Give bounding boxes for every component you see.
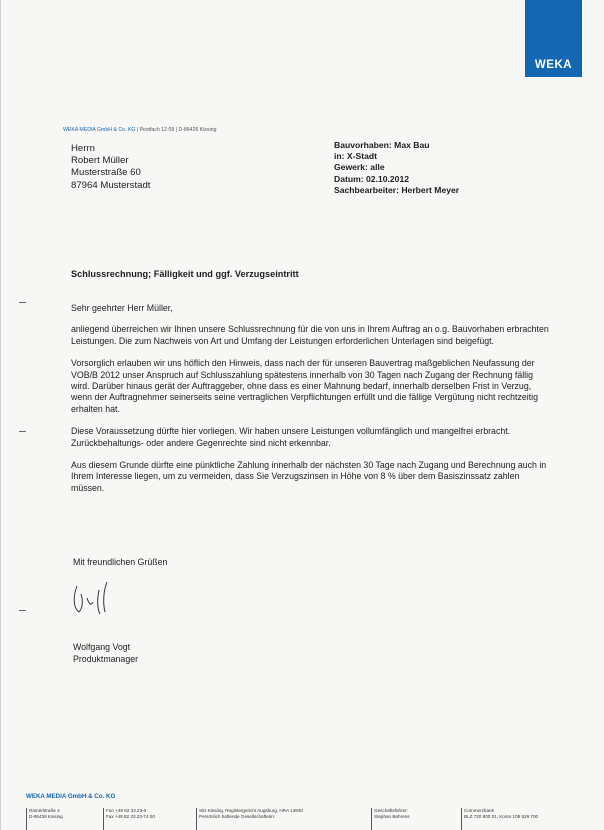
footer-line: Stephan Behrens bbox=[374, 814, 410, 820]
sender-address: | Postfach 12 09 | D-86426 Kissing bbox=[136, 127, 217, 133]
subject-line: Schlussrechnung; Fälligkeit und ggf. Verzugseintritt bbox=[71, 269, 299, 279]
footer-line: D-86438 Kissing bbox=[29, 814, 63, 820]
project-date: Datum: 02.10.2012 bbox=[334, 173, 409, 184]
footer-line: Römerstraße 4 bbox=[29, 808, 60, 813]
fold-mark bbox=[19, 610, 26, 611]
signature-image bbox=[67, 578, 137, 618]
footer-contact bbox=[103, 808, 155, 830]
letter-body bbox=[71, 303, 551, 505]
footer-line: Geschäftsführer: bbox=[374, 808, 408, 813]
weka-logo bbox=[525, 0, 582, 77]
recipient-address bbox=[71, 143, 150, 192]
project-info bbox=[334, 140, 459, 196]
footer-company: WEKA MEDIA GmbH & Co. KG bbox=[26, 793, 116, 800]
signer-block bbox=[73, 642, 138, 665]
project-location: in: X-Stadt bbox=[334, 151, 377, 162]
recipient-street: Musterstraße 60 bbox=[71, 167, 141, 179]
hole-mark bbox=[19, 431, 26, 432]
recipient-city: 87964 Musterstadt bbox=[71, 179, 151, 191]
signer-title: Produktmanager bbox=[73, 653, 139, 664]
logo-text: WEKA bbox=[534, 59, 573, 71]
signer-name: Wolfgang Vogt bbox=[73, 642, 131, 652]
paragraph: anliegend überreichen wir Ihnen unsere Schlussrechnung für die von uns in Ihrem Auftrag an o.g. Bauvorhaben erbrachten Leistungen. Die zum Nachweis von Art und Umfang der Leistungen erforderlichen Unterlagen sind beigefügt. bbox=[71, 324, 549, 346]
paragraph: Vorsorglich erlauben wir uns höflich den Hinweis, dass nach der für unseren Bauvertrag maßgeblichen Neufassung der VOB/B 2012 unser Anspruch auf Schlusszahlung spätestens innerhalb von 30 Tagen nach Zugang der Rechnung fällig wird. Darüber hinaus gerät der Auftraggeber, ohne dass es einer Mahnung bedarf, innerhalb derselben Frist in Verzug, wenn der Auftragnehmer seinerseits seine vertraglichen Verpflichtungen erfüllt und die fällige Vergütung nicht rechtzeitig erhalten hat. bbox=[71, 358, 539, 414]
project-trade: Gewerk: alle bbox=[334, 162, 385, 173]
paragraph: Diese Voraussetzung dürfte hier vorliegen. Wir haben unsere Leistungen vollumfänglich und mangelfrei erbracht. Zurückbehaltungs- oder andere Gegenrechte sind nicht erkennbar. bbox=[71, 426, 511, 448]
recipient-salutation: Herrn bbox=[71, 143, 95, 154]
fold-mark bbox=[19, 302, 26, 303]
footer-line: Commerzbank bbox=[464, 808, 494, 813]
footer-line: Fon +49 82 33.23-0 bbox=[106, 808, 147, 813]
project-clerk: Sachbearbeiter: Herbert Meyer bbox=[334, 184, 460, 195]
footer-line: Fax +49 82 33.23-74 00 bbox=[106, 814, 155, 820]
footer-bank bbox=[461, 808, 538, 830]
footer-management bbox=[371, 808, 410, 830]
sender-company: WEKA MEDIA GmbH & Co. KG bbox=[63, 127, 136, 133]
footer-address bbox=[26, 808, 63, 830]
footer-line: Sitz Kissing, Registergericht Augsburg, HRA 13940 bbox=[199, 808, 303, 813]
footer-line: BLZ 720 800 01, Konto 108 629 700 bbox=[464, 814, 539, 820]
project-name: Bauvorhaben: Max Bau bbox=[334, 140, 430, 150]
paragraph: Aus diesem Grunde dürfte eine pünktliche Zahlung innerhalb der nächsten 30 Tage nach Zugang und Berechnung auch in Ihrem Interesse liegen, um zu vermeiden, dass Sie Verzugszinsen in Höhe von 8 % über dem Basiszinssatz zahlen müssen. bbox=[71, 460, 547, 493]
salutation: Sehr geehrter Herr Müller, bbox=[71, 303, 173, 313]
footer-registry bbox=[196, 808, 303, 830]
footer-line: Persönlich haftende Gesellschafterin: bbox=[199, 814, 276, 820]
recipient-name: Robert Müller bbox=[71, 155, 129, 167]
closing: Mit freundlichen Grüßen bbox=[73, 557, 168, 567]
sender-line bbox=[63, 127, 217, 133]
footer bbox=[26, 808, 586, 830]
